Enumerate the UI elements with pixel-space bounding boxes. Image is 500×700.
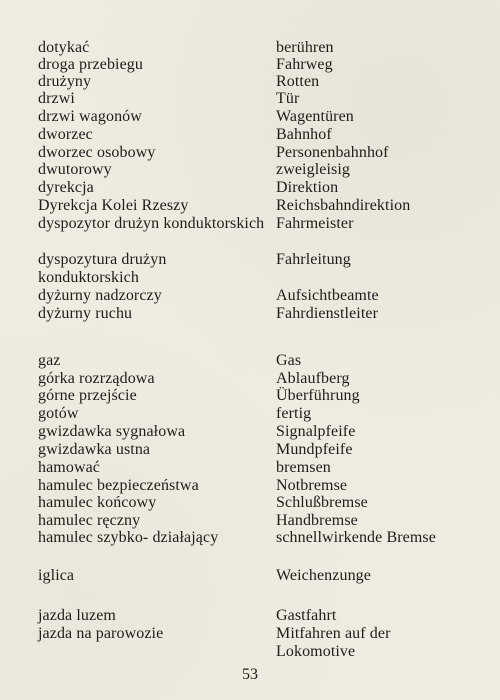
polish-term: dyżurny nadzorczy [38, 287, 162, 304]
polish-term: dworzec [38, 126, 93, 143]
polish-term: hamulec szybko- działający [38, 529, 219, 546]
polish-term: drzwi [38, 90, 75, 107]
polish-term: górne przejście [38, 387, 137, 404]
polish-term: dwutorowy [38, 161, 112, 178]
german-term: fertig [276, 405, 312, 422]
german-term: schnellwirkende Bremse [276, 529, 436, 546]
german-term: berühren [276, 39, 334, 56]
german-term: Gas [276, 352, 302, 369]
polish-term: jazda na parowozie [38, 625, 164, 642]
german-term: Gastfahrt [276, 607, 337, 624]
german-term: Mundpfeife [276, 441, 353, 458]
german-term: zweigleisig [276, 161, 350, 178]
german-term: Weichenzunge [276, 567, 371, 584]
polish-term: drużyny [38, 73, 92, 90]
polish-term: droga przebiegu [38, 56, 144, 73]
polish-term: dyspozytor drużyn konduktorskich [38, 215, 265, 232]
polish-term: górka rozrządowa [38, 370, 155, 387]
page-number-text: 53 [242, 666, 258, 683]
polish-term: iglica [38, 567, 75, 584]
polish-term: hamulec ręczny [38, 512, 141, 529]
polish-term: hamować [38, 459, 101, 476]
polish-term: dyspozytura drużyn konduktorskich [38, 251, 167, 286]
german-term: Fahrmeister [276, 215, 354, 232]
german-term: bremsen [276, 459, 331, 476]
polish-term: gwizdawka sygnałowa [38, 423, 186, 440]
polish-term: gwizdawka ustna [38, 441, 151, 458]
page-number [0, 666, 500, 684]
polish-term: drzwi wagonów [38, 108, 142, 125]
polish-term: dyżurny ruchu [38, 305, 133, 322]
polish-term: jazda luzem [38, 607, 116, 624]
german-term: Notbremse [276, 477, 348, 494]
german-term: Signalpfeife [276, 423, 356, 440]
german-term: Aufsichtbeamte [276, 287, 379, 304]
polish-term: hamulec końcowy [38, 494, 157, 511]
german-term: Reichsbahndirektion [276, 197, 411, 214]
polish-term: gaz [38, 352, 61, 369]
polish-term: dotykać [38, 39, 90, 56]
german-term: Wagentüren [276, 108, 354, 125]
german-term: Personenbahnhof [276, 144, 389, 161]
german-term: Mitfahren auf der Lokomotive [276, 625, 391, 660]
german-term: Überführung [276, 387, 360, 404]
german-term: Direktion [276, 179, 339, 196]
polish-term: Dyrekcja Kolei Rzeszy [38, 197, 189, 214]
polish-term: gotów [38, 405, 79, 422]
german-term: Schlußbremse [276, 494, 368, 511]
polish-term: dworzec osobowy [38, 144, 156, 161]
german-term: Fahrdienstleiter [276, 305, 379, 322]
polish-term: hamulec bezpieczeństwa [38, 477, 199, 494]
german-term: Ablaufberg [276, 370, 350, 387]
german-term: Fahrweg [276, 56, 333, 73]
german-term: Fahrleitung [276, 251, 351, 268]
polish-term: dyrekcja [38, 179, 94, 196]
german-term: Bahnhof [276, 126, 332, 143]
german-term: Tür [276, 90, 300, 107]
german-term: Handbremse [276, 512, 358, 529]
german-term: Rotten [276, 73, 320, 90]
